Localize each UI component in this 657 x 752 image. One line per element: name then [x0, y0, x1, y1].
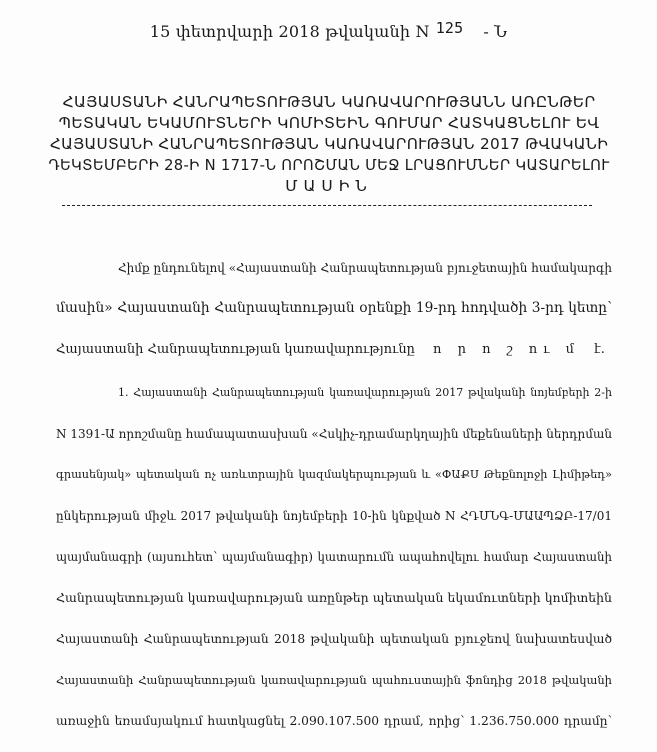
clause-line: պայմանագրի (այսուհետ՝ պայմանագիր) կատարումն ապահովելու համար Հայաստանի [56, 550, 612, 564]
decides-word: ո ր ո շ ու մ [433, 342, 581, 357]
preamble-line: Հիմք ընդունելով «Հայաստանի Հանրապետության բյուջետային համակարգի [118, 261, 612, 275]
title-line: ՀԱՅԱՍՏԱՆԻ ՀԱՆՐԱՊԵՏՈՒԹՅԱՆ ԿԱՌԱՎԱՐՈՒԹՅԱՆՆ ԱՌԸՆԹԵՐ [62, 93, 596, 111]
decree-number: 125 [435, 19, 464, 37]
preamble-line: մասին» Հայաստանի Հանրապետության օրենքի 19-րդ հոդվածի 3-րդ կետը՝ [56, 300, 612, 316]
clause-line: առաջին եռամսյակում հատկացնել 2.090.107.500 դրամ, որից՝ 1.236.750.000 դրամը՝ [56, 714, 612, 728]
title-divider [62, 205, 592, 206]
preamble-line-final [56, 340, 612, 360]
government-subject: Հայաստանի Հանրապետության կառավարությունը [56, 342, 415, 357]
decree-title [48, 92, 610, 197]
title-line: ՊԵՏԱԿԱՆ ԵԿԱՄՈՒՏՆԵՐԻ ԿՈՄԻՏԵԻՆ ԳՈՒՄԱՐ ՀԱՏԿԱՑՆԵԼՈՒ ԵՎ [58, 114, 600, 132]
title-line: ՄԱՍԻՆ [285, 177, 373, 195]
decree-dateline [0, 19, 657, 41]
decree-date: 15 փետրվարի 2018 թվականի N [149, 22, 430, 41]
title-line: ՀԱՅԱՍՏԱՆԻ ՀԱՆՐԱՊԵՏՈՒԹՅԱՆ ԿԱՌԱՎԱՐՈՒԹՅԱՆ 2017 ԹՎԱԿԱՆԻ [49, 135, 609, 153]
clause-line: գրասենյակ» պետական ոչ առևտրային կազմակերպության և «ՓԱՔՍ Թեքնոլոջի Լիմիթեդ» [56, 468, 612, 481]
clause-line: Հանրապետության կառավարության առընթեր պետական եկամուտների կոմիտեին [56, 590, 612, 605]
clause-line: Հայաստանի Հանրապետության կառավարության պահուստային ֆոնդից 2018 թվականի [56, 673, 612, 687]
decides-end: է. [594, 342, 605, 357]
clause-line: Հայաստանի Հանրապետության 2018 թվականի պետական բյուջեով նախատեսված [56, 632, 612, 646]
clause-line: N 1391-Ա որոշմանը համապատասխան «Հսկիչ-դրամարկղային մեքենաների ներդրման [56, 427, 612, 441]
decree-suffix: - Ն [483, 22, 508, 41]
title-line: ԴԵԿՏԵՄԲԵՐԻ 28-Ի N 1717-Ն ՈՐՈՇՄԱՆ ՄԵՋ ԼՐԱՑՈՒՄՆԵՐ ԿԱՏԱՐԵԼՈՒ [48, 157, 610, 174]
clause-line: 1. Հայաստանի Հանրապետության կառավարության 2017 թվականի նոյեմբերի 2-ի [118, 386, 612, 399]
clause-line: ընկերության միջև 2017 թվականի նոյեմբերի 10-ին կնքված N ՀԴՄՆԳ-ՄԱԱՊՁԲ-17/01 [56, 509, 612, 523]
